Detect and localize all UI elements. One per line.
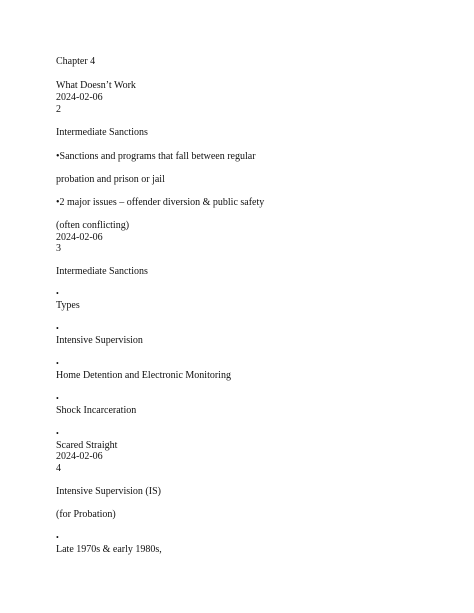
slide-number: 4: [56, 463, 61, 474]
chapter-heading: Chapter 4: [56, 56, 96, 67]
section-heading: Intermediate Sanctions: [56, 266, 148, 277]
body-text: (often conflicting): [56, 220, 130, 231]
bullet-marker: •: [56, 359, 59, 368]
slide-date: 2024-02-06: [56, 451, 103, 462]
bullet-marker: •: [56, 324, 59, 333]
list-item: Intensive Supervision: [56, 335, 143, 346]
bullet-marker: •: [56, 394, 59, 403]
slide-number: 2: [56, 104, 61, 115]
bullet-marker: •: [56, 289, 59, 298]
list-item: Scared Straight: [56, 440, 118, 451]
list-item: Shock Incarceration: [56, 405, 137, 416]
chapter-title: What Doesn’t Work: [56, 80, 136, 91]
bullet-text: •Sanctions and programs that fall between regular: [56, 151, 256, 162]
list-item: Home Detention and Electronic Monitoring: [56, 370, 231, 381]
list-item: Late 1970s & early 1980s,: [56, 544, 162, 555]
section-heading: Intermediate Sanctions: [56, 127, 148, 138]
bullet-marker: •: [56, 533, 59, 542]
bullet-marker: •: [56, 429, 59, 438]
body-text: probation and prison or jail: [56, 174, 165, 185]
slide-date: 2024-02-06: [56, 232, 103, 243]
slide-date: 2024-02-06: [56, 92, 103, 103]
section-heading: Intensive Supervision (IS): [56, 486, 161, 497]
list-item: Types: [56, 300, 80, 311]
bullet-text: •2 major issues – offender diversion & public safety: [56, 197, 265, 208]
body-text: (for Probation): [56, 509, 116, 520]
slide-number: 3: [56, 243, 61, 254]
